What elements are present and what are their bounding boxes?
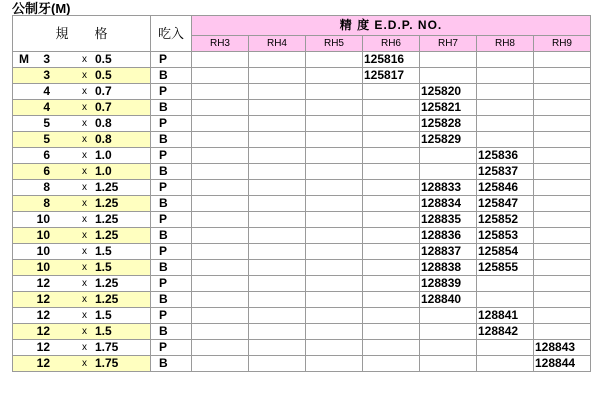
edp-cell-rh6 <box>363 164 420 180</box>
edp-cell-rh4 <box>249 244 306 260</box>
edp-cell-rh6 <box>363 84 420 100</box>
edp-cell-rh8: 128841 <box>477 308 534 324</box>
table-row <box>13 308 591 324</box>
entry-type-cell: B <box>151 324 192 340</box>
edp-cell-rh3 <box>192 228 249 244</box>
edp-cell-rh4 <box>249 212 306 228</box>
times-sign: x <box>82 214 87 225</box>
edp-cell-rh7: 128839 <box>420 276 477 292</box>
table-row <box>13 356 591 372</box>
edp-cell-rh6 <box>363 228 420 244</box>
diameter-value: 12 <box>36 340 50 354</box>
edp-cell-rh7: 125829 <box>420 132 477 148</box>
edp-cell-rh4 <box>249 196 306 212</box>
edp-cell-rh7: 128835 <box>420 212 477 228</box>
edp-cell-rh3 <box>192 196 249 212</box>
column-header-rh8: RH8 <box>477 36 534 52</box>
times-sign: x <box>82 230 87 241</box>
times-sign: x <box>82 246 87 257</box>
times-sign: x <box>82 166 87 177</box>
edp-cell-rh9 <box>534 52 591 68</box>
entry-type-cell: B <box>151 292 192 308</box>
pitch-value: 1.5 <box>95 324 112 338</box>
spec-cell <box>13 68 151 84</box>
pitch-value: 0.8 <box>95 132 112 146</box>
entry-type-cell: B <box>151 132 192 148</box>
diameter-value: 5 <box>43 132 50 146</box>
edp-cell-rh8 <box>477 292 534 308</box>
edp-cell-rh3 <box>192 84 249 100</box>
spec-cell <box>13 292 151 308</box>
edp-cell-rh5 <box>306 276 363 292</box>
diameter-value: 6 <box>43 164 50 178</box>
table-row <box>13 148 591 164</box>
times-sign: x <box>82 102 87 113</box>
edp-cell-rh7: 128837 <box>420 244 477 260</box>
edp-cell-rh7: 128834 <box>420 196 477 212</box>
edp-cell-rh3 <box>192 244 249 260</box>
times-sign: x <box>82 294 87 305</box>
edp-cell-rh5 <box>306 84 363 100</box>
times-sign: x <box>82 134 87 145</box>
edp-cell-rh8: 125847 <box>477 196 534 212</box>
edp-cell-rh6 <box>363 340 420 356</box>
edp-cell-rh9 <box>534 308 591 324</box>
table-row <box>13 244 591 260</box>
column-header-rh4: RH4 <box>249 36 306 52</box>
edp-cell-rh3 <box>192 180 249 196</box>
pitch-value: 0.8 <box>95 116 112 130</box>
edp-cell-rh8: 125837 <box>477 164 534 180</box>
spec-header: 規 格 <box>13 16 151 52</box>
spec-cell <box>13 324 151 340</box>
edp-cell-rh4 <box>249 164 306 180</box>
edp-cell-rh3 <box>192 100 249 116</box>
times-sign: x <box>82 182 87 193</box>
times-sign: x <box>82 278 87 289</box>
edp-cell-rh5 <box>306 228 363 244</box>
diameter-value: 12 <box>36 292 50 306</box>
pitch-value: 1.75 <box>95 340 119 354</box>
edp-cell-rh9: 128844 <box>534 356 591 372</box>
precision-header: 精 度 E.D.P. NO. <box>192 16 591 36</box>
entry-type-cell: B <box>151 356 192 372</box>
edp-cell-rh8: 125836 <box>477 148 534 164</box>
edp-cell-rh9 <box>534 180 591 196</box>
pitch-value: 1.0 <box>95 148 112 162</box>
times-sign: x <box>82 342 87 353</box>
edp-cell-rh7 <box>420 164 477 180</box>
edp-cell-rh6 <box>363 324 420 340</box>
edp-cell-rh3 <box>192 52 249 68</box>
times-sign: x <box>82 118 87 129</box>
entry-type-cell: P <box>151 340 192 356</box>
edp-cell-rh4 <box>249 52 306 68</box>
edp-cell-rh3 <box>192 324 249 340</box>
table-body <box>13 52 591 372</box>
entry-type-cell: B <box>151 164 192 180</box>
edp-cell-rh6 <box>363 100 420 116</box>
edp-cell-rh9 <box>534 148 591 164</box>
entry-type-cell: P <box>151 244 192 260</box>
edp-cell-rh6 <box>363 276 420 292</box>
diameter-value: 6 <box>43 148 50 162</box>
edp-cell-rh5 <box>306 260 363 276</box>
edp-cell-rh7 <box>420 52 477 68</box>
edp-cell-rh4 <box>249 180 306 196</box>
edp-cell-rh4 <box>249 68 306 84</box>
edp-cell-rh7: 125821 <box>420 100 477 116</box>
pitch-value: 1.25 <box>95 276 119 290</box>
edp-cell-rh6 <box>363 132 420 148</box>
edp-cell-rh9 <box>534 68 591 84</box>
diameter-value: 10 <box>36 228 50 242</box>
edp-cell-rh6 <box>363 244 420 260</box>
table-row <box>13 100 591 116</box>
table-row <box>13 164 591 180</box>
edp-cell-rh5 <box>306 212 363 228</box>
edp-cell-rh7 <box>420 308 477 324</box>
entry-type-cell: P <box>151 308 192 324</box>
entry-type-cell: B <box>151 260 192 276</box>
edp-cell-rh4 <box>249 100 306 116</box>
spec-cell <box>13 148 151 164</box>
thread-series-label: M <box>19 52 29 66</box>
edp-cell-rh4 <box>249 228 306 244</box>
edp-cell-rh7: 125820 <box>420 84 477 100</box>
column-header-rh7: RH7 <box>420 36 477 52</box>
edp-cell-rh9 <box>534 228 591 244</box>
table-row <box>13 340 591 356</box>
edp-cell-rh3 <box>192 308 249 324</box>
edp-cell-rh8: 125855 <box>477 260 534 276</box>
times-sign: x <box>82 150 87 161</box>
edp-cell-rh6: 125817 <box>363 68 420 84</box>
spec-cell <box>13 180 151 196</box>
edp-cell-rh5 <box>306 196 363 212</box>
spec-cell <box>13 164 151 180</box>
edp-cell-rh4 <box>249 260 306 276</box>
edp-cell-rh9 <box>534 84 591 100</box>
edp-cell-rh5 <box>306 292 363 308</box>
edp-cell-rh4 <box>249 340 306 356</box>
edp-cell-rh3 <box>192 356 249 372</box>
pitch-value: 1.0 <box>95 164 112 178</box>
diameter-value: 8 <box>43 180 50 194</box>
edp-cell-rh3 <box>192 68 249 84</box>
edp-cell-rh3 <box>192 116 249 132</box>
spec-cell <box>13 212 151 228</box>
edp-cell-rh6 <box>363 116 420 132</box>
edp-cell-rh5 <box>306 132 363 148</box>
spec-cell <box>13 308 151 324</box>
spec-cell <box>13 244 151 260</box>
spec-cell <box>13 84 151 100</box>
entry-type-cell: P <box>151 116 192 132</box>
edp-cell-rh7 <box>420 68 477 84</box>
times-sign: x <box>82 326 87 337</box>
edp-cell-rh7 <box>420 324 477 340</box>
column-header-rh6: RH6 <box>363 36 420 52</box>
edp-cell-rh9 <box>534 324 591 340</box>
edp-cell-rh9 <box>534 164 591 180</box>
times-sign: x <box>82 262 87 273</box>
edp-cell-rh9 <box>534 116 591 132</box>
edp-cell-rh4 <box>249 84 306 100</box>
pitch-value: 0.7 <box>95 100 112 114</box>
edp-cell-rh4 <box>249 116 306 132</box>
entry-type-cell: P <box>151 84 192 100</box>
edp-cell-rh3 <box>192 132 249 148</box>
pitch-value: 1.25 <box>95 228 119 242</box>
edp-cell-rh3 <box>192 212 249 228</box>
edp-cell-rh9 <box>534 260 591 276</box>
edp-cell-rh4 <box>249 132 306 148</box>
edp-cell-rh5 <box>306 100 363 116</box>
edp-cell-rh8: 125853 <box>477 228 534 244</box>
edp-cell-rh6 <box>363 292 420 308</box>
edp-cell-rh5 <box>306 116 363 132</box>
edp-cell-rh4 <box>249 292 306 308</box>
edp-cell-rh5 <box>306 68 363 84</box>
table-row <box>13 68 591 84</box>
diameter-value: 10 <box>36 212 50 226</box>
edp-cell-rh7 <box>420 340 477 356</box>
diameter-value: 4 <box>43 100 50 114</box>
edp-cell-rh3 <box>192 340 249 356</box>
edp-cell-rh9 <box>534 100 591 116</box>
table-row <box>13 260 591 276</box>
entry-type-cell: P <box>151 276 192 292</box>
pitch-value: 1.25 <box>95 196 119 210</box>
edp-cell-rh4 <box>249 148 306 164</box>
edp-cell-rh6 <box>363 356 420 372</box>
pitch-value: 1.75 <box>95 356 119 370</box>
edp-cell-rh4 <box>249 276 306 292</box>
times-sign: x <box>82 54 87 65</box>
diameter-value: 3 <box>43 52 50 66</box>
table-row <box>13 276 591 292</box>
table-row <box>13 132 591 148</box>
edp-cell-rh3 <box>192 164 249 180</box>
edp-cell-rh6 <box>363 196 420 212</box>
spec-cell <box>13 196 151 212</box>
diameter-value: 5 <box>43 116 50 130</box>
times-sign: x <box>82 86 87 97</box>
pitch-value: 1.5 <box>95 260 112 274</box>
table-row <box>13 52 591 68</box>
entry-type-cell: P <box>151 52 192 68</box>
edp-cell-rh5 <box>306 340 363 356</box>
diameter-value: 12 <box>36 308 50 322</box>
edp-cell-rh5 <box>306 180 363 196</box>
table-row <box>13 212 591 228</box>
times-sign: x <box>82 310 87 321</box>
edp-cell-rh4 <box>249 324 306 340</box>
edp-cell-rh5 <box>306 308 363 324</box>
entry-type-cell: P <box>151 212 192 228</box>
table-row <box>13 292 591 308</box>
pitch-value: 1.25 <box>95 292 119 306</box>
edp-cell-rh9 <box>534 212 591 228</box>
spec-cell <box>13 356 151 372</box>
edp-cell-rh8 <box>477 52 534 68</box>
pitch-value: 0.5 <box>95 52 112 66</box>
entry-type-cell: B <box>151 100 192 116</box>
edp-cell-rh5 <box>306 148 363 164</box>
diameter-value: 10 <box>36 260 50 274</box>
pitch-value: 0.7 <box>95 84 112 98</box>
entry-header: 吃入 <box>151 16 192 52</box>
diameter-value: 12 <box>36 324 50 338</box>
edp-cell-rh7 <box>420 148 477 164</box>
edp-cell-rh7: 128838 <box>420 260 477 276</box>
entry-type-cell: B <box>151 228 192 244</box>
entry-type-cell: P <box>151 148 192 164</box>
pitch-value: 1.5 <box>95 308 112 322</box>
diameter-value: 8 <box>43 196 50 210</box>
edp-cell-rh8 <box>477 68 534 84</box>
edp-cell-rh4 <box>249 356 306 372</box>
edp-cell-rh7: 128840 <box>420 292 477 308</box>
times-sign: x <box>82 198 87 209</box>
spec-cell <box>13 276 151 292</box>
edp-table <box>12 15 591 372</box>
edp-cell-rh5 <box>306 324 363 340</box>
entry-type-cell: B <box>151 68 192 84</box>
table-row <box>13 116 591 132</box>
edp-cell-rh5 <box>306 52 363 68</box>
edp-cell-rh9 <box>534 276 591 292</box>
edp-cell-rh7: 125828 <box>420 116 477 132</box>
spec-cell <box>13 340 151 356</box>
table-row <box>13 84 591 100</box>
edp-cell-rh6 <box>363 260 420 276</box>
spec-cell <box>13 260 151 276</box>
edp-cell-rh5 <box>306 164 363 180</box>
times-sign: x <box>82 70 87 81</box>
edp-cell-rh6 <box>363 180 420 196</box>
edp-cell-rh7 <box>420 356 477 372</box>
table-row <box>13 196 591 212</box>
spec-cell <box>13 228 151 244</box>
edp-cell-rh8 <box>477 116 534 132</box>
column-header-rh3: RH3 <box>192 36 249 52</box>
edp-cell-rh8 <box>477 100 534 116</box>
entry-type-cell: P <box>151 180 192 196</box>
diameter-value: 12 <box>36 276 50 290</box>
spec-cell <box>13 52 151 68</box>
spec-cell <box>13 116 151 132</box>
edp-cell-rh3 <box>192 276 249 292</box>
edp-cell-rh9 <box>534 292 591 308</box>
edp-cell-rh6 <box>363 148 420 164</box>
edp-cell-rh3 <box>192 260 249 276</box>
edp-cell-rh8 <box>477 356 534 372</box>
edp-cell-rh8: 125854 <box>477 244 534 260</box>
column-header-rh9: RH9 <box>534 36 591 52</box>
edp-cell-rh9 <box>534 244 591 260</box>
edp-cell-rh9 <box>534 196 591 212</box>
edp-cell-rh4 <box>249 308 306 324</box>
edp-cell-rh9 <box>534 132 591 148</box>
diameter-value: 10 <box>36 244 50 258</box>
edp-cell-rh3 <box>192 148 249 164</box>
page-title: 公制牙(M) <box>12 1 71 16</box>
edp-cell-rh8: 125852 <box>477 212 534 228</box>
edp-cell-rh6 <box>363 308 420 324</box>
edp-cell-rh8 <box>477 84 534 100</box>
table-row <box>13 228 591 244</box>
pitch-value: 1.25 <box>95 180 119 194</box>
pitch-value: 0.5 <box>95 68 112 82</box>
edp-cell-rh8 <box>477 276 534 292</box>
table-row <box>13 324 591 340</box>
column-header-rh5: RH5 <box>306 36 363 52</box>
diameter-value: 4 <box>43 84 50 98</box>
spec-cell <box>13 132 151 148</box>
table-row <box>13 180 591 196</box>
edp-cell-rh3 <box>192 292 249 308</box>
entry-type-cell: B <box>151 196 192 212</box>
edp-cell-rh8 <box>477 340 534 356</box>
pitch-value: 1.25 <box>95 212 119 226</box>
edp-cell-rh7: 128833 <box>420 180 477 196</box>
edp-cell-rh7: 128836 <box>420 228 477 244</box>
edp-cell-rh6 <box>363 212 420 228</box>
edp-cell-rh8: 125846 <box>477 180 534 196</box>
edp-cell-rh5 <box>306 244 363 260</box>
diameter-value: 12 <box>36 356 50 370</box>
edp-cell-rh5 <box>306 356 363 372</box>
edp-cell-rh9: 128843 <box>534 340 591 356</box>
edp-cell-rh8 <box>477 132 534 148</box>
times-sign: x <box>82 358 87 369</box>
spec-cell <box>13 100 151 116</box>
diameter-value: 3 <box>43 68 50 82</box>
edp-cell-rh8: 128842 <box>477 324 534 340</box>
edp-cell-rh6: 125816 <box>363 52 420 68</box>
pitch-value: 1.5 <box>95 244 112 258</box>
